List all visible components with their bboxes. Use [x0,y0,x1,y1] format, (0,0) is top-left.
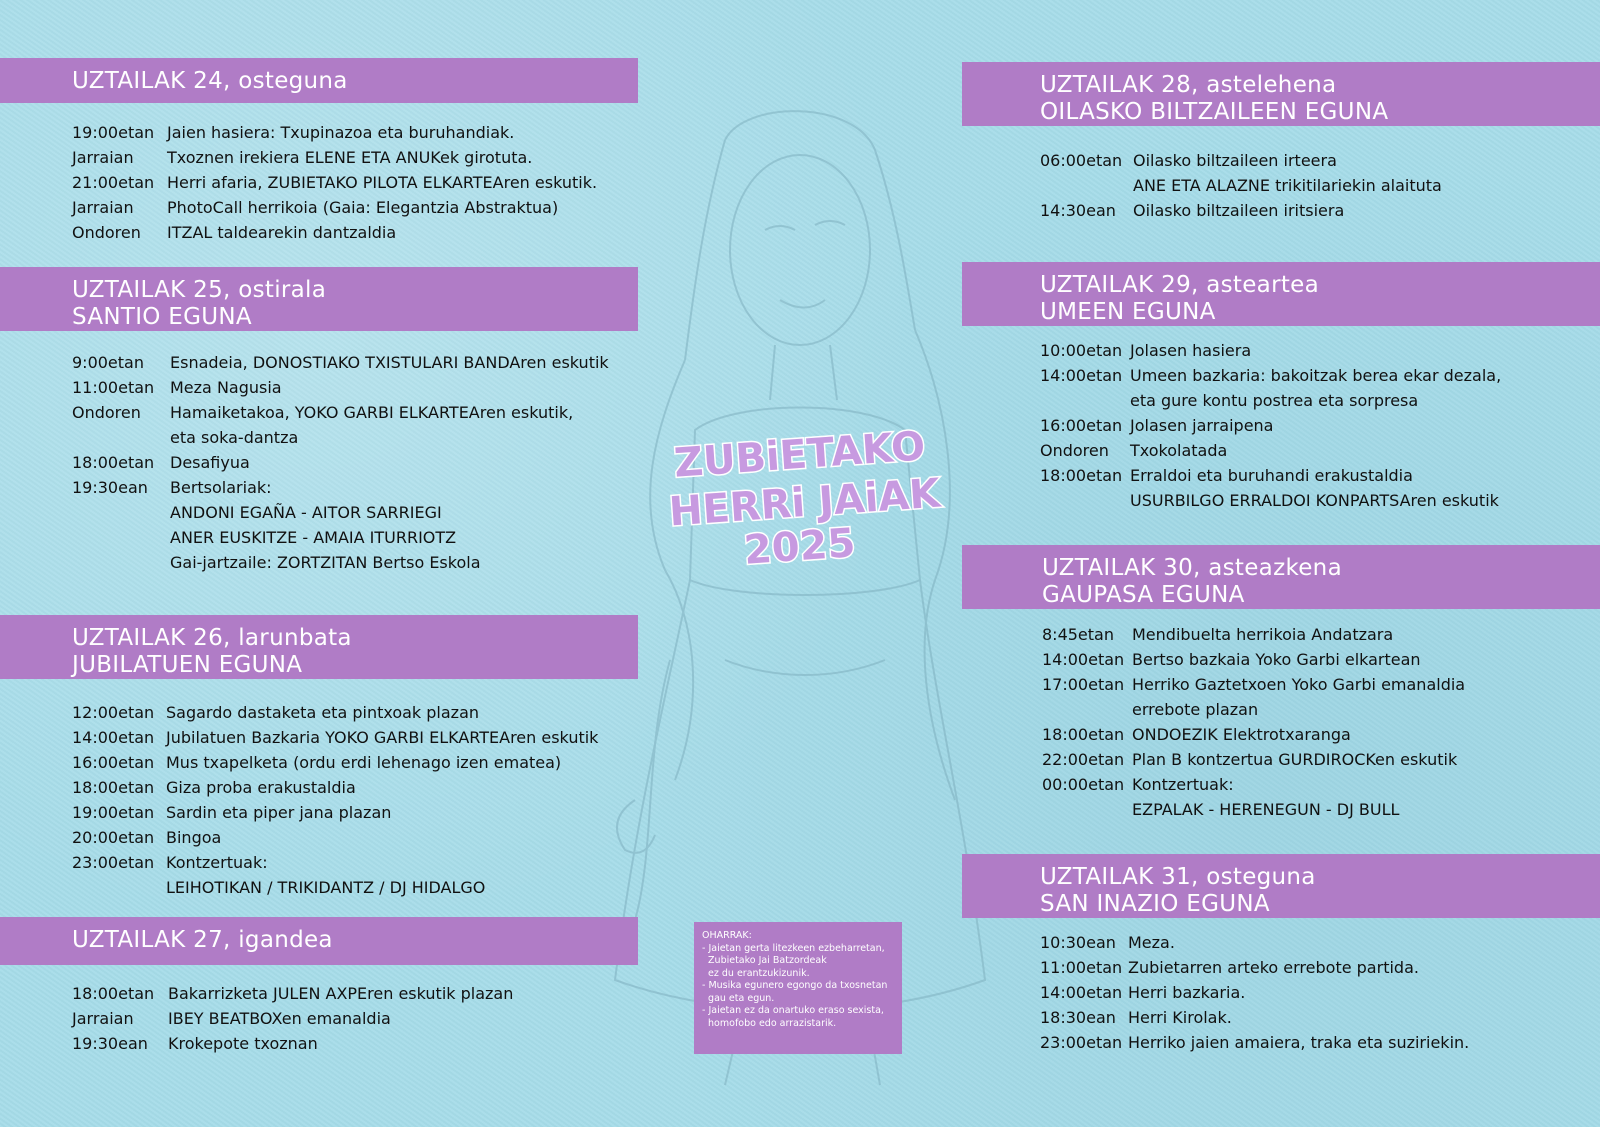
note-line: ez du erantzukizunik. [702,967,810,979]
festival-logo [640,420,970,580]
event-time: 18:00etan [1042,725,1125,744]
event-description: Jubilatuen Bazkaria YOKO GARBI ELKARTEAren eskutik [166,728,599,747]
event-description: Txokolatada [1130,441,1228,460]
note-line: homofobo edo arrazistarik. [702,1017,837,1029]
logo-line-2: HERRi JAiAK [667,470,942,536]
note-line: - Jaietan gerta litezkeen ezbeharretan, [702,942,885,954]
event-time: Ondoren [1040,441,1109,460]
event-description: Meza. [1128,933,1175,952]
event-description: ITZAL taldearekin dantzaldia [167,223,397,242]
event-time: 18:00etan [1040,466,1123,485]
note-line: gau eta egun. [702,992,775,1004]
day-title-line: UZTAILAK 31, osteguna [1040,864,1316,890]
day-title-line: UZTAILAK 30, asteazkena [1042,555,1342,581]
event-description: Sagardo dastaketa eta pintxoak plazan [166,703,480,722]
event-description: Krokepote txoznan [168,1034,318,1053]
event-time: 10:30ean [1040,933,1116,952]
day-subtitle-line: GAUPASA EGUNA [1042,582,1245,608]
logo-line-1: ZUBiETAKO [672,423,927,487]
event-description: Herri bazkaria. [1128,983,1246,1002]
event-time: 14:00etan [1040,983,1123,1002]
day-banner-jul-28 [962,62,1600,126]
event-description: Mendibuelta herrikoia Andatzara [1132,625,1394,644]
event-description: Bertso bazkaia Yoko Garbi elkartean [1132,650,1421,669]
event-description: Sardin eta piper jana plazan [166,803,392,822]
event-time: 17:00etan [1042,675,1125,694]
event-description: Bingoa [166,828,222,847]
event-description: ONDOEZIK Elektrotxaranga [1132,725,1351,744]
event-time: 19:30ean [72,1034,148,1053]
note-line: OHARRAK: [702,930,752,941]
event-description: Erraldoi eta buruhandi erakustaldia [1130,466,1413,485]
day-subtitle-line: JUBILATUEN EGUNA [72,652,303,678]
day-banner-jul-30 [962,545,1600,609]
event-description: Esnadeia, DONOSTIAKO TXISTULARI BANDAren eskutik [170,353,609,372]
event-time: 14:00etan [72,728,155,747]
event-time: 14:00etan [1042,650,1125,669]
event-time: 9:00etan [72,353,144,372]
event-description: ANER EUSKITZE - AMAIA ITURRIOTZ [170,528,457,547]
event-time: 14:30ean [1040,201,1116,220]
event-time: 19:30ean [72,478,148,497]
event-description: Jolasen jarraipena [1130,416,1274,435]
event-time: 19:00etan [72,803,155,822]
event-time: 23:00etan [1040,1033,1123,1052]
day-banner-jul-25 [0,267,638,331]
event-description: ANDONI EGAÑA - AITOR SARRIEGI [170,503,442,522]
event-time: 16:00etan [72,753,155,772]
event-description: Giza proba erakustaldia [166,778,356,797]
day-title-line: UZTAILAK 28, astelehena [1040,72,1337,98]
event-description: errebote plazan [1132,700,1259,719]
event-time: 18:30ean [1040,1008,1116,1027]
event-time: 8:45etan [1042,625,1114,644]
day-banner-jul-24 [0,58,638,103]
event-time: 18:00etan [72,453,155,472]
event-description: Plan B kontzertua GURDIROCKen eskutik [1132,750,1458,769]
event-time: Jarraian [72,1009,134,1028]
event-time: 20:00etan [72,828,155,847]
event-description: Oilasko biltzaileen irteera [1133,151,1337,170]
day-title-line: UZTAILAK 26, larunbata [72,625,352,651]
event-description: Herri Kirolak. [1128,1008,1232,1027]
event-time: 10:00etan [1040,341,1123,360]
event-time: 14:00etan [1040,366,1123,385]
logo-line-3: 2025 [742,520,857,574]
note-line: - Jaietan ez da onartuko eraso sexista, [702,1005,884,1016]
event-description: USURBILGO ERRALDOI KONPARTSAren eskutik [1130,491,1499,510]
note-line: Zubietako Jai Batzordeak [702,955,827,966]
day-title-line: UZTAILAK 29, asteartea [1040,272,1319,298]
event-time: 12:00etan [72,703,155,722]
event-description: Bertsolariak: [170,478,272,497]
event-description: Herriko Gaztetxoen Yoko Garbi emanaldia [1132,675,1466,694]
event-description: eta gure kontu postrea eta sorpresa [1130,391,1419,410]
event-description: Kontzertuak: [1132,775,1234,794]
event-time: 18:00etan [72,984,155,1003]
event-description: Jolasen hasiera [1130,341,1252,360]
day-subtitle-line: OILASKO BILTZAILEEN EGUNA [1040,99,1389,125]
event-description: LEIHOTIKAN / TRIKIDANTZ / DJ HIDALGO [166,878,486,897]
event-time: 06:00etan [1040,151,1123,170]
event-time: Ondoren [72,223,141,242]
event-description: Oilasko biltzaileen iritsiera [1133,201,1345,220]
event-description: Herri afaria, ZUBIETAKO PILOTA ELKARTEAren eskutik. [167,173,598,192]
event-time: 11:00etan [1040,958,1123,977]
event-time: 16:00etan [1040,416,1123,435]
event-description: IBEY BEATBOXen emanaldia [168,1009,391,1028]
event-time: 00:00etan [1042,775,1125,794]
event-description: Kontzertuak: [166,853,268,872]
event-time: 23:00etan [72,853,155,872]
event-description: Desafiyua [170,453,250,472]
event-time: 21:00etan [72,173,155,192]
day-banner-jul-31 [962,854,1600,918]
day-banner-jul-27 [0,917,638,965]
event-description: Meza Nagusia [170,378,282,397]
day-subtitle-line: SANTIO EGUNA [72,304,252,330]
event-time: Jarraian [72,198,134,217]
day-title-line: UZTAILAK 27, igandea [72,927,333,953]
event-description: Bakarrizketa JULEN AXPEren eskutik plazan [168,984,514,1003]
event-time: 18:00etan [72,778,155,797]
day-title-line: UZTAILAK 25, ostirala [72,277,327,303]
day-subtitle-line: SAN INAZIO EGUNA [1040,891,1270,917]
event-time: 22:00etan [1042,750,1125,769]
event-description: Jaien hasiera: Txupinazoa eta buruhandiak. [167,123,515,142]
event-description: Mus txapelketa (ordu erdi lehenago izen ematea) [166,753,562,772]
event-description: Txoznen irekiera ELENE ETA ANUKek girotuta. [167,148,533,167]
event-description: Herriko jaien amaiera, traka eta suziriekin. [1128,1033,1470,1052]
event-description: EZPALAK - HERENEGUN - DJ BULL [1132,800,1400,819]
event-description: Gai-jartzaile: ZORTZITAN Bertso Eskola [170,553,481,572]
event-time: Jarraian [72,148,134,167]
day-subtitle-line: UMEEN EGUNA [1040,299,1216,325]
event-time: 11:00etan [72,378,155,397]
event-description: Zubietarren arteko errebote partida. [1128,958,1419,977]
event-description: Umeen bazkaria: bakoitzak berea ekar dezala, [1130,366,1502,385]
event-time: Ondoren [72,403,141,422]
event-description: PhotoCall herrikoia (Gaia: Elegantzia Abstraktua) [167,198,559,217]
event-description: eta soka-dantza [170,428,299,447]
event-time: 19:00etan [72,123,155,142]
event-description: Hamaiketakoa, YOKO GARBI ELKARTEAren eskutik, [170,403,574,422]
day-banner-jul-26 [0,615,638,679]
notes-box [694,922,902,1054]
day-title-line: UZTAILAK 24, osteguna [72,68,348,94]
note-line: - Musika egunero egongo da txosnetan [702,980,888,991]
event-description: ANE ETA ALAZNE trikitilariekin alaituta [1133,176,1442,195]
day-banner-jul-29 [962,262,1600,326]
